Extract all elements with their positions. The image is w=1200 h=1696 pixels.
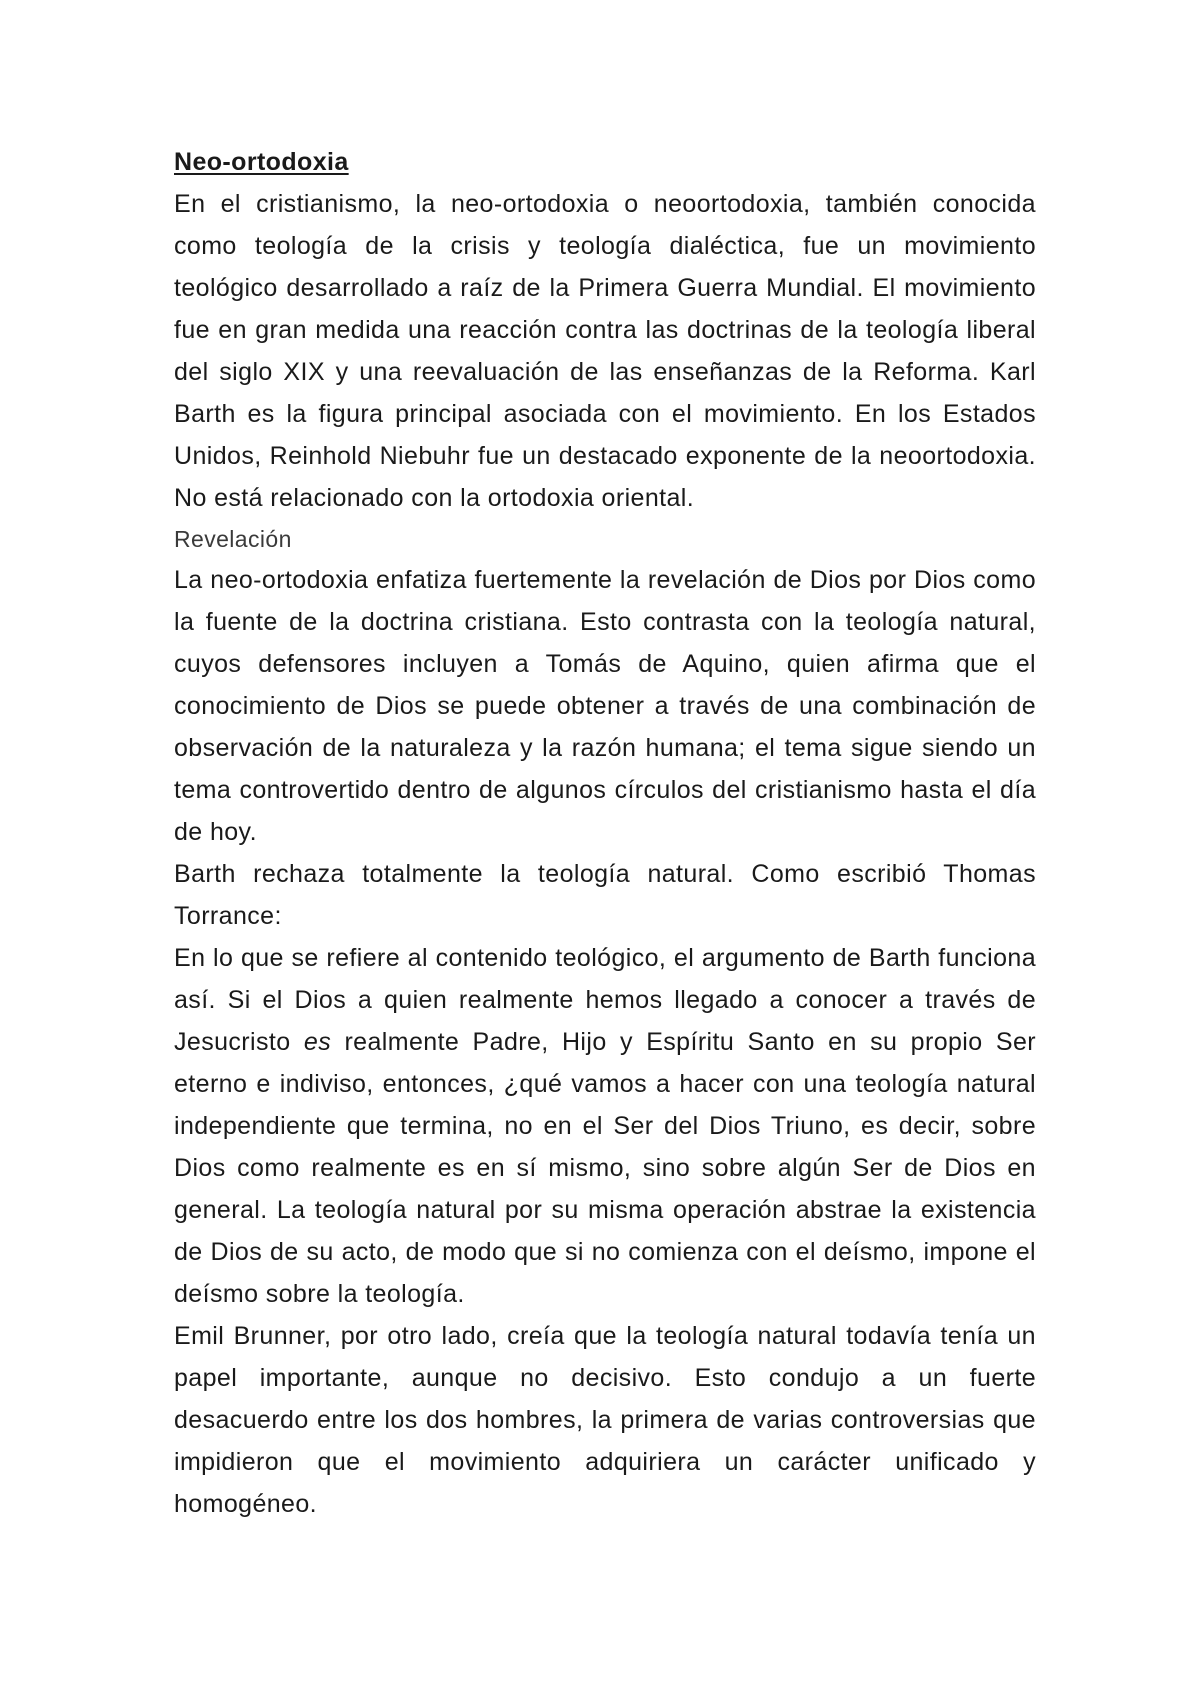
quote-emphasis: es <box>303 1028 332 1056</box>
document-title: Neo-ortodoxia <box>174 148 349 176</box>
quote-text-part1: En lo que se refiere al contenido teológico, el argumento de Barth funciona así. Si el Dios a quien realmente hemos llegado a conocer a través de Jesucristo <box>174 944 1036 1056</box>
torrance-quote <box>174 937 1036 1315</box>
barth-paragraph: Barth rechaza totalmente la teología natural. Como escribió Thomas Torrance: <box>174 860 1036 930</box>
revelation-paragraph: La neo-ortodoxia enfatiza fuertemente la revelación de Dios por Dios como la fuente de la doctrina cristiana. Esto contrasta con la teología natural, cuyos defensores incluyen a Tomás de Aquino, quien afirma que el conocimiento de Dios se puede obtener a través de una combinación de observación de la naturaleza y la razón humana; el tema sigue siendo un tema controvertido dentro de algunos círculos del cristianismo hasta el día de hoy. <box>174 566 1036 846</box>
intro-paragraph: En el cristianismo, la neo-ortodoxia o neoortodoxia, también conocida como teología de la crisis y teología dialéctica, fue un movimiento teológico desarrollado a raíz de la Primera Guerra Mundial. El movimiento fue en gran medida una reacción contra las doctrinas de la teología liberal del siglo XIX y una reevaluación de las enseñanzas de la Reforma. Karl Barth es la figura principal asociada con el movimiento. En los Estados Unidos, Reinhold Niebuhr fue un destacado exponente de la neoortodoxia. No está relacionado con la ortodoxia oriental. <box>174 190 1036 512</box>
brunner-paragraph: Emil Brunner, por otro lado, creía que la teología natural todavía tenía un papel importante, aunque no decisivo. Esto condujo a un fuerte desacuerdo entre los dos hombres, la primera de varias controversias que impidieron que el movimiento adquiriera un carácter unificado y homogéneo. <box>174 1322 1036 1518</box>
section-heading-revelacion: Revelación <box>174 526 292 552</box>
document-body <box>174 141 1036 1525</box>
quote-text-part2: realmente Padre, Hijo y Espíritu Santo en su propio Ser eterno e indiviso, entonces, ¿qué vamos a hacer con una teología natural independiente que termina, no en el Ser del Dios Triuno, es decir, sobre Dios como realmente es en sí mismo, sino sobre algún Ser de Dios en general. La teología natural por su misma operación abstrae la existencia de Dios de su acto, de modo que si no comienza con el deísmo, impone el deísmo sobre la teología. <box>174 1028 1036 1308</box>
